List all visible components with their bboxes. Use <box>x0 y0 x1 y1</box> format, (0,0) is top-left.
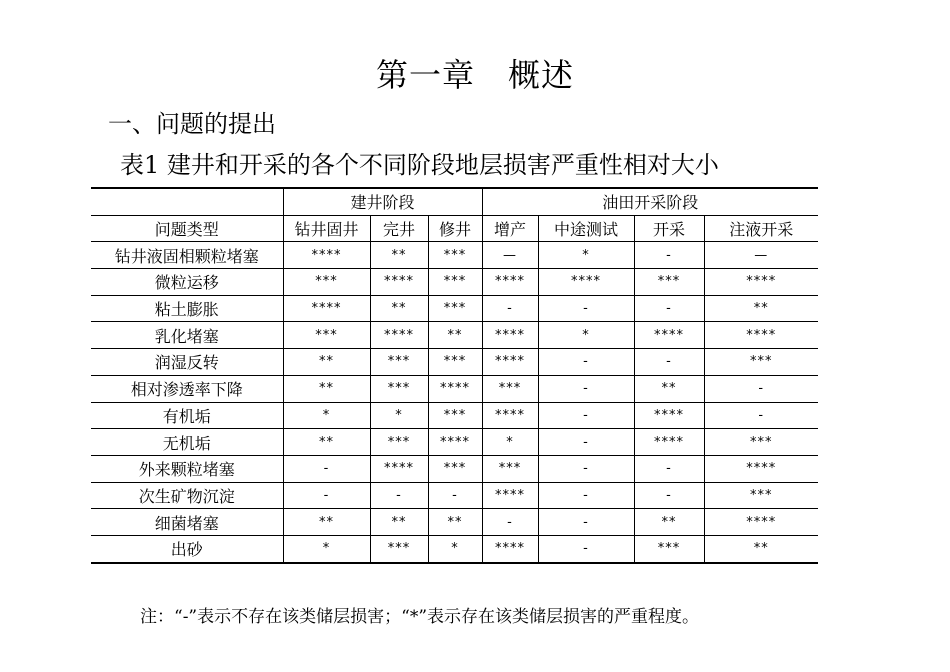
severity-cell: **** <box>482 269 538 296</box>
severity-cell: ** <box>704 295 818 322</box>
severity-cell: - <box>283 482 370 509</box>
chapter-title: 第一章 概述 <box>375 56 574 94</box>
severity-cell: *** <box>283 269 370 296</box>
column-header-stimulation: 增产 <box>482 215 538 242</box>
severity-cell: ** <box>283 375 370 402</box>
severity-cell: — <box>704 242 818 269</box>
formation-damage-table <box>91 187 818 564</box>
section-heading: 一、问题的提出 <box>108 110 276 138</box>
severity-cell: **** <box>704 455 818 482</box>
severity-cell: **** <box>634 402 704 429</box>
row-label-cell: 润湿反转 <box>91 349 283 376</box>
severity-cell: **** <box>428 375 482 402</box>
severity-cell: * <box>538 322 634 349</box>
severity-cell: ** <box>704 535 818 562</box>
severity-cell: **** <box>283 242 370 269</box>
severity-cell: - <box>283 455 370 482</box>
row-label-cell: 出砂 <box>91 535 283 562</box>
severity-cell: *** <box>370 375 428 402</box>
severity-cell: *** <box>428 295 482 322</box>
row-label-cell: 微粒运移 <box>91 269 283 296</box>
severity-cell: *** <box>428 349 482 376</box>
group-header-blank <box>91 188 283 215</box>
severity-cell: — <box>482 242 538 269</box>
severity-cell: **** <box>283 295 370 322</box>
severity-cell: - <box>538 535 634 562</box>
severity-cell: * <box>428 535 482 562</box>
severity-cell: *** <box>704 349 818 376</box>
severity-cell: - <box>538 455 634 482</box>
severity-cell: ** <box>634 509 704 536</box>
table-row <box>91 349 818 376</box>
severity-cell: - <box>634 242 704 269</box>
table-caption: 表1 建井和开采的各个不同阶段地层损害严重性相对大小 <box>120 151 719 179</box>
severity-cell: *** <box>482 375 538 402</box>
table-row <box>91 242 818 269</box>
row-label-cell: 相对渗透率下降 <box>91 375 283 402</box>
table-row <box>91 322 818 349</box>
severity-cell: **** <box>370 322 428 349</box>
severity-cell: - <box>704 375 818 402</box>
column-header-drilling-cementing: 钻井固井 <box>283 215 370 242</box>
severity-cell: ** <box>370 509 428 536</box>
severity-cell: **** <box>704 322 818 349</box>
column-header-problem-type: 问题类型 <box>91 215 283 242</box>
severity-cell: **** <box>482 402 538 429</box>
row-label-cell: 粘土膨胀 <box>91 295 283 322</box>
severity-cell: * <box>370 402 428 429</box>
severity-cell: * <box>283 402 370 429</box>
table-row <box>91 295 818 322</box>
column-header-production: 开采 <box>634 215 704 242</box>
severity-cell: - <box>538 402 634 429</box>
table-row <box>91 535 818 562</box>
severity-cell: ** <box>428 509 482 536</box>
group-header-well-construction: 建井阶段 <box>283 188 482 215</box>
severity-cell: **** <box>482 322 538 349</box>
severity-cell: **** <box>704 269 818 296</box>
severity-cell: ** <box>428 322 482 349</box>
severity-cell: - <box>634 482 704 509</box>
severity-cell: *** <box>634 269 704 296</box>
severity-cell: - <box>704 402 818 429</box>
severity-cell: - <box>634 295 704 322</box>
severity-cell: * <box>538 242 634 269</box>
severity-cell: *** <box>370 535 428 562</box>
table-row <box>91 509 818 536</box>
severity-cell: * <box>482 429 538 456</box>
severity-cell: *** <box>634 535 704 562</box>
severity-cell: **** <box>482 482 538 509</box>
severity-cell: **** <box>704 509 818 536</box>
column-header-workover: 修井 <box>428 215 482 242</box>
severity-cell: **** <box>482 349 538 376</box>
severity-cell: - <box>538 349 634 376</box>
table-row <box>91 429 818 456</box>
row-label-cell: 有机垢 <box>91 402 283 429</box>
row-label-cell: 无机垢 <box>91 429 283 456</box>
severity-cell: **** <box>538 269 634 296</box>
severity-cell: ** <box>634 375 704 402</box>
column-header-injection-production: 注液开采 <box>704 215 818 242</box>
severity-cell: ** <box>283 349 370 376</box>
column-header-row <box>91 215 818 242</box>
severity-cell: ** <box>283 509 370 536</box>
table-row <box>91 375 818 402</box>
severity-cell: - <box>538 509 634 536</box>
severity-cell: **** <box>370 269 428 296</box>
severity-cell: * <box>283 535 370 562</box>
severity-cell: *** <box>428 455 482 482</box>
severity-cell: ** <box>283 429 370 456</box>
footnote: 注：“-”表示不存在该类储层损害；“*”表示存在该类储层损害的严重程度。 <box>140 607 700 627</box>
group-header-oilfield-production: 油田开采阶段 <box>482 188 818 215</box>
table-row <box>91 402 818 429</box>
row-label-cell: 细菌堵塞 <box>91 509 283 536</box>
group-header-row <box>91 188 818 215</box>
severity-cell: *** <box>370 349 428 376</box>
severity-cell: - <box>482 509 538 536</box>
severity-cell: - <box>370 482 428 509</box>
table-row <box>91 455 818 482</box>
row-label-cell: 次生矿物沉淀 <box>91 482 283 509</box>
severity-cell: - <box>538 375 634 402</box>
severity-cell: *** <box>428 269 482 296</box>
severity-cell: - <box>538 429 634 456</box>
severity-cell: - <box>538 295 634 322</box>
severity-cell: *** <box>428 402 482 429</box>
row-label-cell: 外来颗粒堵塞 <box>91 455 283 482</box>
severity-cell: **** <box>482 535 538 562</box>
row-label-cell: 钻井液固相颗粒堵塞 <box>91 242 283 269</box>
severity-cell: ** <box>370 295 428 322</box>
severity-cell: *** <box>482 455 538 482</box>
severity-cell: - <box>634 349 704 376</box>
severity-cell: *** <box>370 429 428 456</box>
severity-cell: *** <box>283 322 370 349</box>
severity-cell: **** <box>634 322 704 349</box>
severity-cell: - <box>428 482 482 509</box>
severity-cell: **** <box>370 455 428 482</box>
severity-cell: **** <box>634 429 704 456</box>
severity-cell: *** <box>704 429 818 456</box>
severity-cell: - <box>482 295 538 322</box>
severity-cell: ** <box>370 242 428 269</box>
table-row <box>91 269 818 296</box>
severity-cell: - <box>538 482 634 509</box>
severity-cell: - <box>634 455 704 482</box>
column-header-drill-stem-test: 中途测试 <box>538 215 634 242</box>
severity-cell: *** <box>428 242 482 269</box>
severity-cell: **** <box>428 429 482 456</box>
row-label-cell: 乳化堵塞 <box>91 322 283 349</box>
severity-cell: *** <box>704 482 818 509</box>
column-header-completion: 完井 <box>370 215 428 242</box>
table-row <box>91 482 818 509</box>
